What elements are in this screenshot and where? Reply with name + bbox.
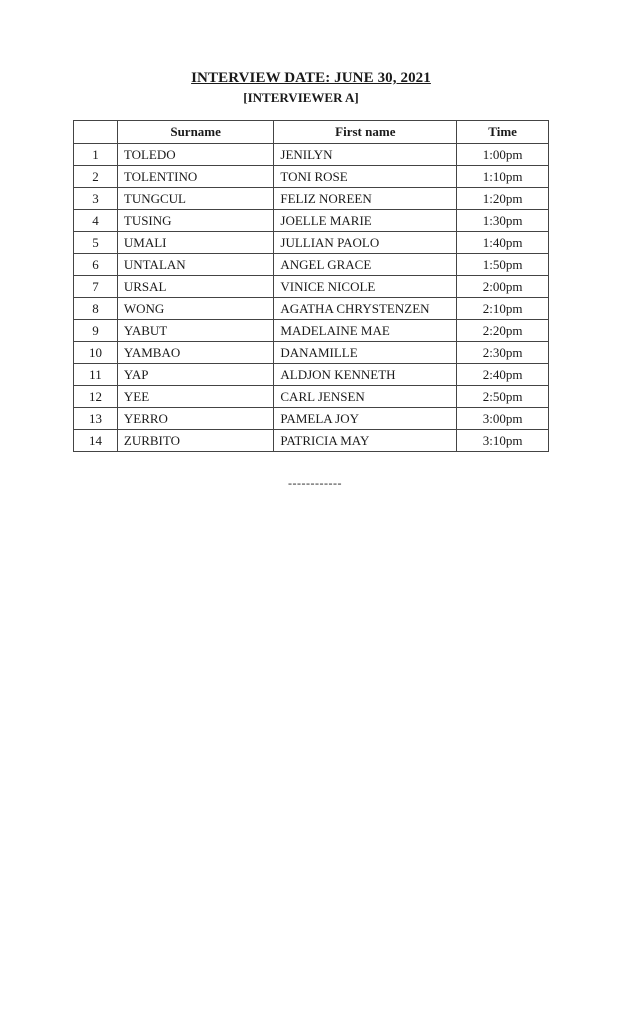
row-number: 10 [74,342,118,364]
first-name-cell: JOELLE MARIE [274,210,457,232]
surname-cell: TUNGCUL [117,188,274,210]
time-cell: 1:50pm [457,254,549,276]
interview-schedule-table [73,120,549,452]
row-number: 4 [74,210,118,232]
first-name-cell: PATRICIA MAY [274,430,457,452]
first-name-cell: FELIZ NOREEN [274,188,457,210]
first-name-cell: MADELAINE MAE [274,320,457,342]
time-cell: 2:00pm [457,276,549,298]
surname-cell: YAP [117,364,274,386]
row-number: 1 [74,144,118,166]
table-row [74,408,549,430]
row-number: 9 [74,320,118,342]
surname-cell: UMALI [117,232,274,254]
row-number: 2 [74,166,118,188]
row-number: 11 [74,364,118,386]
time-cell: 1:10pm [457,166,549,188]
row-number: 13 [74,408,118,430]
table-row [74,298,549,320]
first-name-cell: ANGEL GRACE [274,254,457,276]
surname-cell: YEE [117,386,274,408]
first-name-cell: AGATHA CHRYSTENZEN [274,298,457,320]
table-row [74,210,549,232]
row-number: 6 [74,254,118,276]
surname-cell: URSAL [117,276,274,298]
surname-cell: UNTALAN [117,254,274,276]
row-number: 12 [74,386,118,408]
time-cell: 1:40pm [457,232,549,254]
surname-cell: WONG [117,298,274,320]
time-cell: 3:00pm [457,408,549,430]
surname-cell: YABUT [117,320,274,342]
surname-cell: ZURBITO [117,430,274,452]
table-row [74,166,549,188]
table-row [74,188,549,210]
column-header-first-name: First name [274,121,457,144]
time-cell: 2:30pm [457,342,549,364]
surname-cell: TUSING [117,210,274,232]
table-row [74,364,549,386]
first-name-cell: ALDJON KENNETH [274,364,457,386]
table-row [74,254,549,276]
interviewer-subtitle: [INTERVIEWER A] [243,90,359,105]
interview-date-title: INTERVIEW DATE: JUNE 30, 2021 [191,70,431,86]
row-number: 8 [74,298,118,320]
first-name-cell: JENILYN [274,144,457,166]
table-body [74,144,549,452]
time-cell: 2:20pm [457,320,549,342]
table-row [74,144,549,166]
time-cell: 2:50pm [457,386,549,408]
first-name-cell: CARL JENSEN [274,386,457,408]
table-row [74,342,549,364]
first-name-cell: TONI ROSE [274,166,457,188]
surname-cell: YERRO [117,408,274,430]
table-header-row [74,121,549,144]
table-row [74,320,549,342]
row-number: 3 [74,188,118,210]
first-name-cell: PAMELA JOY [274,408,457,430]
table-row [74,276,549,298]
surname-cell: TOLEDO [117,144,274,166]
table-row [74,430,549,452]
table-row [74,386,549,408]
surname-cell: TOLENTINO [117,166,274,188]
time-cell: 2:10pm [457,298,549,320]
table-row [74,232,549,254]
time-cell: 1:30pm [457,210,549,232]
time-cell: 1:20pm [457,188,549,210]
time-cell: 3:10pm [457,430,549,452]
row-number: 5 [74,232,118,254]
first-name-cell: JULLIAN PAOLO [274,232,457,254]
row-number: 14 [74,430,118,452]
row-number: 7 [74,276,118,298]
column-header-time: Time [457,121,549,144]
first-name-cell: VINICE NICOLE [274,276,457,298]
column-header-number [74,121,118,144]
time-cell: 1:00pm [457,144,549,166]
first-name-cell: DANAMILLE [274,342,457,364]
end-of-list-mark: ------------ [288,476,342,490]
surname-cell: YAMBAO [117,342,274,364]
time-cell: 2:40pm [457,364,549,386]
column-header-surname: Surname [117,121,274,144]
